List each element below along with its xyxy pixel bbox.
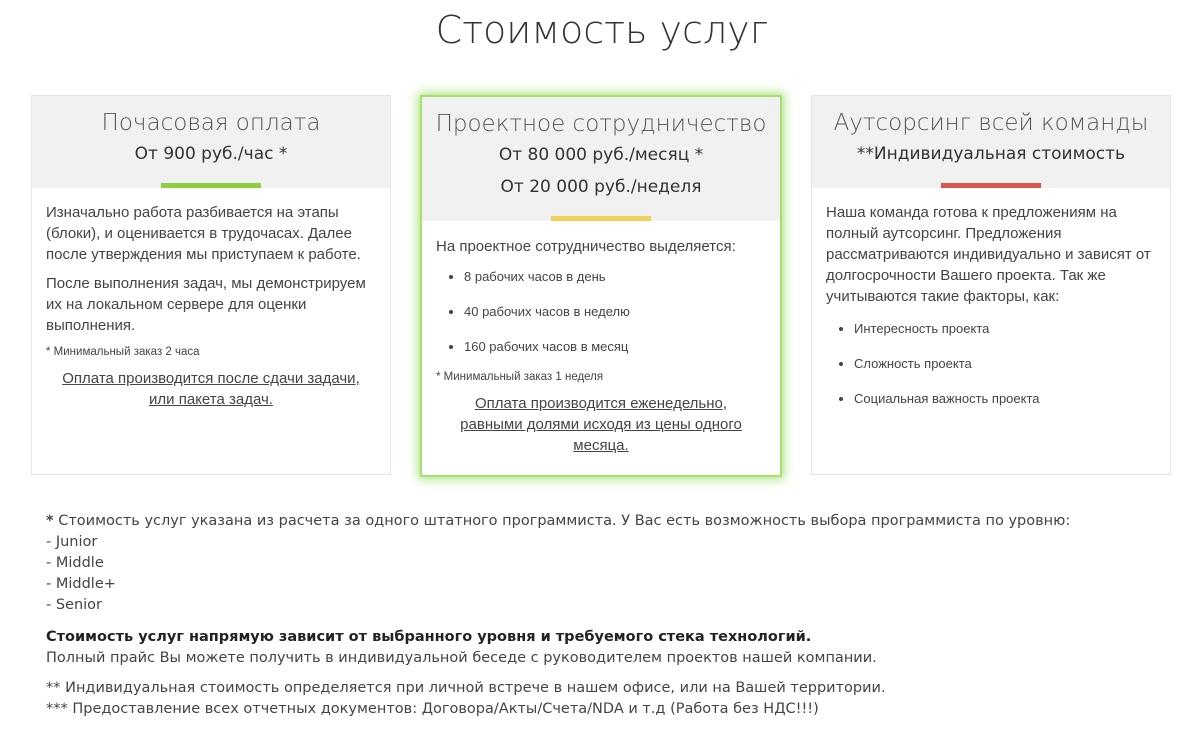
pricing-dependency-note: Стоимость услуг напрямую зависит от выбранного уровня и требуемого стека технологий. <box>46 629 812 645</box>
card-title: Аутсорсинг всей команды <box>833 110 1149 136</box>
card-header <box>422 97 780 221</box>
card-header <box>812 96 1170 188</box>
card-body <box>812 188 1170 436</box>
min-order-note: * Минимальный заказ 2 часа <box>46 346 200 358</box>
features-intro: На проектное сотрудничество выделяется: <box>436 238 736 255</box>
pricing-card-hourly <box>31 95 391 475</box>
card-body <box>422 221 780 466</box>
card-price: От 900 руб./час * <box>134 144 288 164</box>
pricing-card-project <box>420 95 782 477</box>
pricing-card-outsourcing <box>811 95 1171 475</box>
feature-list <box>826 321 1156 407</box>
footnote-levels-intro <box>46 511 1166 532</box>
pricing-footnotes <box>46 511 1166 720</box>
footnote-text: Стоимость услуг указана из расчета за одного штатного программиста. У Вас есть возможность выбора программиста по уровню: <box>53 513 1071 529</box>
card-body <box>32 188 390 420</box>
feature-list <box>436 269 766 355</box>
card-title: Почасовая оплата <box>101 110 321 136</box>
feature-item: • Сложность проекта <box>854 356 1156 372</box>
level-item: - Middle <box>46 555 104 571</box>
card-price-week: От 20 000 руб./неделя <box>500 177 702 197</box>
payment-terms-link[interactable]: Оплата производится еженедельно, равными долями исходя из цены одного месяца. <box>460 395 742 454</box>
level-item: - Junior <box>46 534 98 550</box>
footnote-star: * <box>46 513 54 529</box>
card-price: **Индивидуальная стоимость <box>856 144 1126 164</box>
individual-cost-note: ** Индивидуальная стоимость определяется при личной встрече в нашем офисе, или на Вашей территории. <box>46 680 886 696</box>
card-header <box>32 96 390 188</box>
min-order-note: * Минимальный заказ 1 неделя <box>436 371 604 383</box>
level-item: - Senior <box>46 597 103 613</box>
feature-item: • 8 рабочих часов в день <box>464 269 766 285</box>
accent-bar <box>551 216 651 221</box>
feature-item: • 40 рабочих часов в неделю <box>464 304 766 320</box>
feature-item: • Интересность проекта <box>854 321 1156 337</box>
card-title: Проектное сотрудничество <box>435 111 767 137</box>
description-text: Изначально работа разбивается на этапы (блоки), и оценивается в трудочасах. Далее после утверждения мы приступаем к работе. <box>46 204 361 263</box>
accent-bar <box>941 183 1041 188</box>
card-price-month: От 80 000 руб./месяц * <box>498 145 704 165</box>
level-item: - Middle+ <box>46 576 116 592</box>
description-text: Наша команда готова к предложениям на полный аутсорсинг. Предложения рассматриваются индивидуально и зависят от долгосрочности Вашего проекта. Так же учитываются такие факторы, как: <box>826 204 1151 305</box>
feature-item: • Социальная важность проекта <box>854 391 1156 407</box>
feature-item: • 160 рабочих часов в месяц <box>464 339 766 355</box>
page-title: Стоимость услуг <box>435 8 769 52</box>
documents-note: *** Предоставление всех отчетных документов: Договора/Акты/Счета/NDA и т.д (Работа без НДС!!!) <box>46 701 819 717</box>
accent-bar <box>161 183 261 188</box>
description-text: После выполнения задач, мы демонстрируем их на локальном сервере для оценки выполнения. <box>46 275 366 334</box>
payment-terms-link[interactable]: Оплата производится после сдачи задачи, или пакета задач. <box>62 370 360 408</box>
price-list-note: Полный прайс Вы можете получить в индивидуальной беседе с руководителем проектов нашей компании. <box>46 650 877 666</box>
